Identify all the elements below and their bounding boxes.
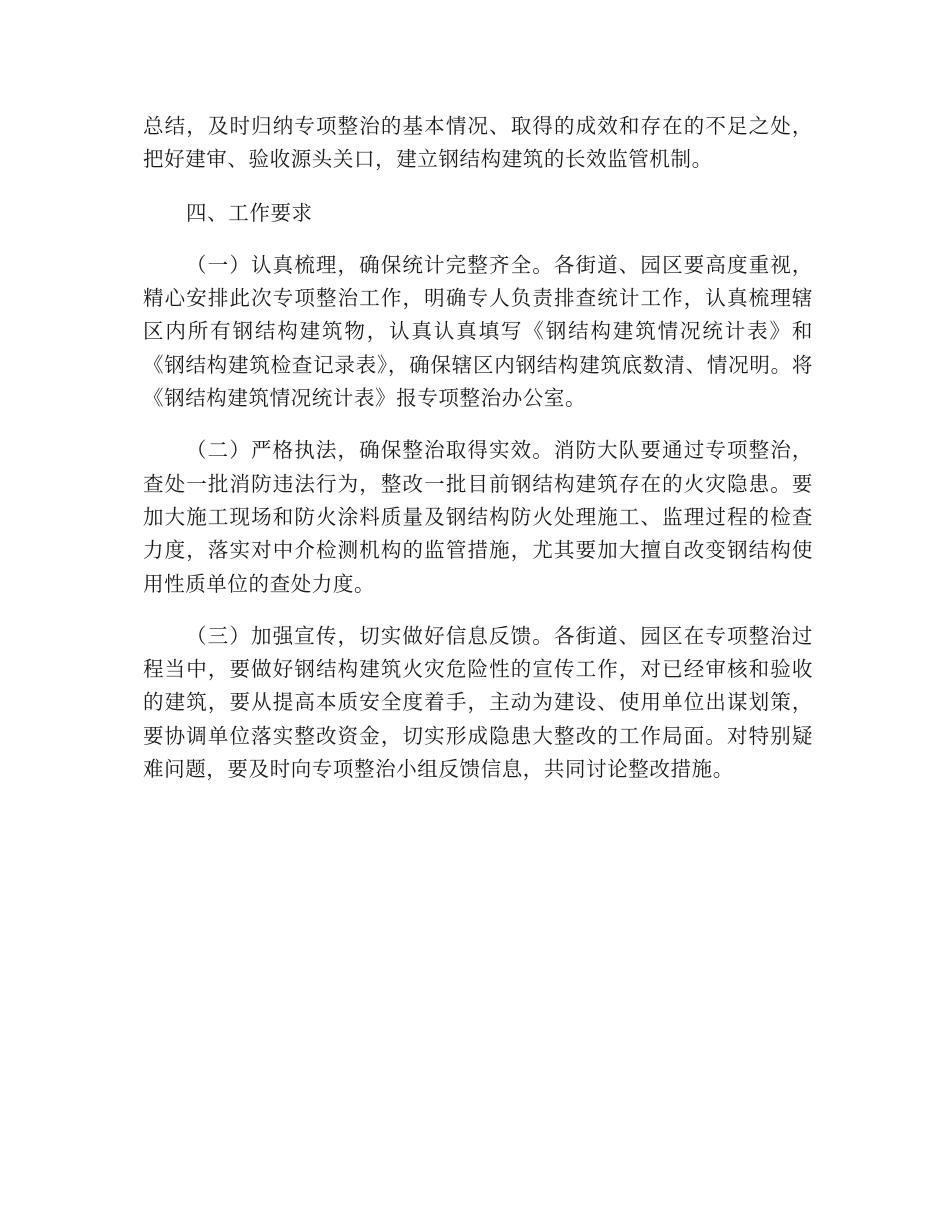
requirement-paragraph-2: （二）严格执法，确保整治取得实效。消防大队要通过专项整治，查处一批消防违法行为，整改一批目前钢结构建筑存在的火灾隐患。要加大施工现场和防火涂料质量及钢结构防火处理施工、监理过程的检查力度，落实对中介检测机构的监管措施，尤其要加大擅自改变钢结构使用性质单位的查处力度。 [143,438,813,596]
requirement-paragraph-3: （三）加强宣传，切实做好信息反馈。各街道、园区在专项整治过程当中，要做好钢结构建筑火灾危险性的宣传工作，对已经审核和验收的建筑，要从提高本质安全度着手，主动为建设、使用单位出谋划策，要协调单位落实整改资金，切实形成隐患大整改的工作局面。对特别疑难问题，要及时向专项整治小组反馈信息，共同讨论整改措施。 [143,623,813,782]
document-body [143,110,813,786]
continuation-paragraph: 总结，及时归纳专项整治的基本情况、取得的成效和存在的不足之处，把好建审、验收源头关口，建立钢结构建筑的长效监管机制。 [143,114,813,172]
section-heading: 四、工作要求 [186,200,313,225]
requirement-paragraph-1: （一）认真梳理，确保统计完整齐全。各街道、园区要高度重视，精心安排此次专项整治工作，明确专人负责排查统计工作，认真梳理辖区内所有钢结构建筑物，认真认真填写《钢结构建筑情况统计表》和《钢结构建筑检查记录表》，确保辖区内钢结构建筑底数清、情况明。将《钢结构建筑情况统计表》报专项整治办公室。 [143,252,813,411]
